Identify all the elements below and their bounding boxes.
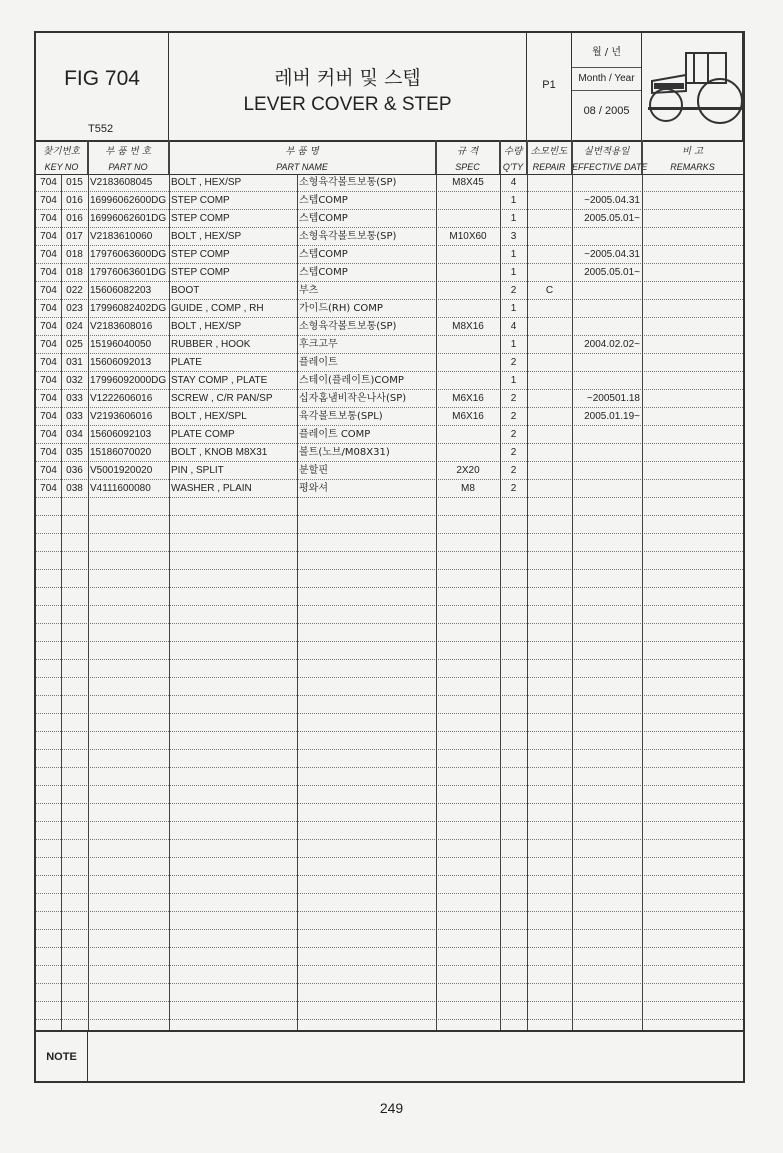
col-remarks-en: REMARKS (670, 162, 715, 172)
spec-cell (436, 264, 500, 282)
spec-cell: M8 (461, 483, 475, 494)
part-name-en-cell: PLATE COMP (171, 429, 235, 440)
effective-date-cell: ~200501.18 (586, 393, 640, 404)
qty-cell: 2 (510, 285, 517, 296)
qty-cell: 1 (510, 213, 517, 224)
part-name-en-cell: BOLT , HEX/SPL (171, 411, 247, 422)
table-row (36, 462, 743, 480)
spec-cell (436, 246, 500, 264)
table-row (36, 390, 743, 408)
key-no-cell: 018 (66, 267, 83, 278)
empty-table-row (36, 984, 743, 1002)
effective-date-cell (572, 426, 642, 444)
col-qty-ko: 수량 (503, 146, 523, 157)
col-spec-ko: 규 격 (456, 146, 479, 157)
repair-cell (527, 264, 572, 282)
qty-cell: 2 (510, 393, 517, 404)
fig-cell-value: 704 (40, 195, 57, 206)
key-no-cell: 022 (66, 285, 83, 296)
repair-cell (527, 480, 572, 498)
effective-date-cell (572, 300, 642, 318)
part-no-cell: 17996092000DG (90, 375, 167, 386)
empty-table-row (36, 498, 743, 516)
effective-date-cell (572, 282, 642, 300)
empty-table-row (36, 840, 743, 858)
empty-table-row (36, 1002, 743, 1020)
empty-table-row (36, 966, 743, 984)
part-no-cell: V2183608045 (90, 177, 153, 188)
repair-cell (527, 444, 572, 462)
col-part-name-ko: 부 품 명 (285, 146, 319, 157)
qty-cell: 2 (510, 483, 517, 494)
empty-table-row (36, 534, 743, 552)
repair-cell: C (545, 285, 554, 296)
spec-cell: M10X60 (449, 231, 487, 242)
part-no-cell: V5001920020 (90, 465, 153, 476)
col-repair-ko: 소모빈도 (530, 146, 568, 157)
key-no-cell: 016 (66, 195, 83, 206)
key-no-cell: 016 (66, 213, 83, 224)
repair-cell (527, 210, 572, 228)
fig-cell-value: 704 (40, 303, 57, 314)
repair-cell (527, 462, 572, 480)
effective-date-cell: 2004.02.02~ (584, 339, 640, 350)
table-row (36, 444, 743, 462)
empty-table-row (36, 894, 743, 912)
fig-cell (36, 33, 169, 140)
note-section (36, 1030, 743, 1083)
effective-date-cell (572, 354, 642, 372)
spec-cell (436, 336, 500, 354)
column-divider (642, 140, 643, 1030)
table-row (36, 318, 743, 336)
empty-table-row (36, 552, 743, 570)
qty-cell: 2 (510, 465, 517, 476)
spec-cell: M8X45 (452, 177, 484, 188)
part-name-ko-cell: 소형육각볼트보통(SP) (299, 321, 397, 332)
fig-label: FIG 704 (64, 67, 140, 90)
part-name-ko-cell: 후크고무 (299, 339, 338, 350)
key-no-cell: 023 (66, 303, 83, 314)
qty-cell: 1 (510, 375, 517, 386)
date-value: 08 / 2005 (583, 105, 630, 117)
effective-date-cell: 2005.05.01~ (584, 213, 640, 224)
part-name-en-cell: PIN , SPLIT (171, 465, 224, 476)
effective-date-cell (572, 480, 642, 498)
table-row (36, 174, 743, 192)
part-name-ko-cell: 평와셔 (299, 483, 328, 494)
repair-cell (527, 372, 572, 390)
effective-date-cell (572, 228, 642, 246)
repair-cell (527, 300, 572, 318)
spec-cell (436, 354, 500, 372)
effective-date-cell (572, 372, 642, 390)
fig-cell-value: 704 (40, 321, 57, 332)
table-row (36, 228, 743, 246)
col-part-no-en: PART NO (108, 162, 148, 172)
fig-cell-value: 704 (40, 267, 57, 278)
effective-date-cell (572, 318, 642, 336)
part-name-ko-cell: 육각볼트보통(SPL) (299, 411, 383, 422)
empty-table-row (36, 642, 743, 660)
repair-cell (527, 318, 572, 336)
sheet-header (36, 33, 743, 142)
fig-cell-value: 704 (40, 375, 57, 386)
column-divider (500, 140, 501, 1030)
fig-cell-value: 704 (40, 411, 57, 422)
part-name-en-cell: GUIDE , COMP , RH (171, 303, 264, 314)
spec-cell: M6X16 (452, 411, 484, 422)
effective-date-cell (572, 462, 642, 480)
fig-cell-value: 704 (40, 213, 57, 224)
fig-cell-value: 704 (40, 177, 57, 188)
tractor-icon (642, 33, 743, 140)
spec-cell: 2X20 (456, 465, 480, 476)
column-divider (527, 140, 528, 1030)
empty-table-row (36, 606, 743, 624)
col-qty-en: Q'TY (502, 162, 524, 172)
part-name-ko-cell: 스텝COMP (299, 267, 348, 278)
col-spec (436, 140, 500, 174)
column-divider (88, 140, 89, 1030)
effective-date-cell: ~2005.04.31 (584, 249, 640, 260)
repair-cell (527, 390, 572, 408)
col-spec-en: SPEC (455, 162, 480, 172)
part-name-en-cell: STEP COMP (171, 249, 230, 260)
fig-cell-value: 704 (40, 447, 57, 458)
effective-date-cell: ~2005.04.31 (584, 195, 640, 206)
col-part-name (169, 140, 436, 174)
col-repair (527, 140, 572, 174)
part-no-cell: 15606092013 (90, 357, 152, 368)
col-effective-date-ko: 실번적용일 (583, 146, 630, 157)
part-no-cell: 15606082203 (90, 285, 152, 296)
spec-cell (436, 444, 500, 462)
spec-cell (436, 210, 500, 228)
key-no-cell: 034 (66, 429, 83, 440)
repair-cell (527, 174, 572, 192)
qty-cell: 1 (510, 267, 517, 278)
empty-table-row (36, 750, 743, 768)
date-label-korean: 월 / 년 (591, 47, 622, 58)
spec-cell (436, 192, 500, 210)
part-no-cell: V2183608016 (90, 321, 153, 332)
spec-cell (436, 300, 500, 318)
repair-cell (527, 192, 572, 210)
part-name-ko-cell: 소형육각볼트보통(SP) (299, 231, 397, 242)
date-label-english: Month / Year (572, 67, 641, 91)
key-no-cell: 025 (66, 339, 83, 350)
column-divider (61, 174, 62, 1030)
col-remarks-ko: 비 고 (681, 146, 704, 157)
spec-cell (436, 282, 500, 300)
fig-cell-value: 704 (40, 393, 57, 404)
qty-cell: 1 (510, 249, 517, 260)
empty-table-row (36, 516, 743, 534)
col-repair-en: REPAIR (532, 162, 566, 172)
empty-table-row (36, 570, 743, 588)
effective-date-cell (572, 444, 642, 462)
part-no-cell: V1222606016 (90, 393, 153, 404)
column-divider (297, 174, 298, 1030)
col-part-no (88, 140, 169, 174)
part-name-en-cell: STEP COMP (171, 267, 230, 278)
fig-cell-value: 704 (40, 429, 57, 440)
fig-cell-value: 704 (40, 231, 57, 242)
key-no-cell: 024 (66, 321, 83, 332)
part-no-cell: V2193606016 (90, 411, 153, 422)
part-no-cell: V4111600080 (90, 483, 151, 494)
part-no-cell: 17976063600DG (90, 249, 167, 260)
part-name-en-cell: WASHER , PLAIN (171, 483, 252, 494)
col-remarks (642, 140, 743, 174)
key-no-cell: 033 (66, 393, 83, 404)
qty-cell: 4 (510, 177, 517, 188)
date-cell (572, 33, 642, 140)
empty-table-row (36, 678, 743, 696)
qty-cell: 3 (510, 231, 517, 242)
fig-cell-value: 704 (40, 339, 57, 350)
model-label: T552 (88, 123, 114, 135)
key-no-cell: 017 (66, 231, 83, 242)
column-headers (36, 140, 743, 175)
column-divider (169, 140, 170, 1030)
logo-cell (642, 33, 743, 140)
key-no-cell: 033 (66, 411, 83, 422)
spec-cell: M8X16 (452, 321, 484, 332)
title-cell (169, 33, 527, 140)
part-name-ko-cell: 스텝COMP (299, 249, 348, 260)
part-name-en-cell: BOLT , HEX/SP (171, 321, 242, 332)
fig-cell-value: 704 (40, 249, 57, 260)
part-no-cell: 16996062601DG (90, 213, 167, 224)
empty-table-row (36, 714, 743, 732)
part-name-en-cell: RUBBER , HOOK (171, 339, 251, 350)
part-no-cell: V2183610060 (90, 231, 153, 242)
col-effective-date-en: EFFECTIVE DATE (572, 162, 648, 172)
part-name-ko-cell: 부츠 (299, 285, 319, 296)
table-row (36, 246, 743, 264)
qty-cell: 1 (510, 339, 517, 350)
part-no-cell: 15196040050 (90, 339, 152, 350)
part-no-cell: 16996062600DG (90, 195, 167, 206)
table-row (36, 426, 743, 444)
table-row (36, 282, 743, 300)
page-label: P1 (542, 79, 556, 91)
table-row (36, 300, 743, 318)
col-key-no-en: KEY NO (44, 162, 79, 172)
col-key-no-ko: 찾기번호 (43, 146, 80, 157)
part-no-cell: 15186070020 (90, 447, 152, 458)
key-no-cell: 018 (66, 249, 83, 260)
qty-cell: 1 (510, 303, 517, 314)
part-name-ko-cell: 볼트(노브/M08X31) (299, 447, 390, 458)
empty-table-row (36, 930, 743, 948)
col-qty (500, 140, 527, 174)
empty-table-row (36, 624, 743, 642)
column-divider (436, 140, 437, 1030)
col-key-no (36, 140, 88, 174)
empty-table-row (36, 660, 743, 678)
effective-date-cell (572, 174, 642, 192)
fig-cell-value: 704 (40, 465, 57, 476)
part-name-en-cell: BOLT , HEX/SP (171, 177, 242, 188)
part-name-ko-cell: 스텝COMP (299, 213, 348, 224)
empty-table-row (36, 948, 743, 966)
part-name-en-cell: SCREW , C/R PAN/SP (171, 393, 273, 404)
part-name-ko-cell: 가이드(RH) COMP (299, 303, 383, 314)
fig-cell-value: 704 (40, 357, 57, 368)
table-row (36, 354, 743, 372)
table-row (36, 192, 743, 210)
part-name-ko-cell: 플레이트 COMP (299, 429, 371, 440)
table-row (36, 264, 743, 282)
fig-cell-value: 704 (40, 483, 57, 494)
qty-cell: 1 (510, 195, 517, 206)
repair-cell (527, 426, 572, 444)
parts-sheet (34, 31, 745, 1083)
effective-date-cell: 2005.05.01~ (584, 267, 640, 278)
col-effective-date (572, 140, 648, 174)
qty-cell: 2 (510, 447, 517, 458)
part-name-en-cell: STAY COMP , PLATE (171, 375, 268, 386)
spec-cell (436, 372, 500, 390)
empty-table-row (36, 822, 743, 840)
table-row (36, 336, 743, 354)
table-row (36, 480, 743, 498)
table-row (36, 372, 743, 390)
part-no-cell: 17976063601DG (90, 267, 167, 278)
fig-cell-value: 704 (40, 285, 57, 296)
repair-cell (527, 354, 572, 372)
empty-table-row (36, 588, 743, 606)
empty-table-row (36, 786, 743, 804)
title-korean: 레버 커버 및 스텝 (274, 67, 421, 89)
part-name-ko-cell: 십자홈냄비작은나사(SP) (299, 393, 407, 404)
part-name-ko-cell: 플레이트 (299, 357, 338, 368)
note-label: NOTE (36, 1032, 88, 1083)
table-row (36, 408, 743, 426)
column-divider (572, 140, 573, 1030)
part-no-cell: 17996082402DG (90, 303, 167, 314)
part-name-en-cell: BOLT , HEX/SP (171, 231, 242, 242)
qty-cell: 2 (510, 411, 517, 422)
part-name-ko-cell: 분할핀 (299, 465, 328, 476)
spec-cell: M6X16 (452, 393, 484, 404)
part-name-ko-cell: 소형육각볼트보통(SP) (299, 177, 397, 188)
part-name-en-cell: BOLT , KNOB M8X31 (171, 447, 268, 458)
repair-cell (527, 408, 572, 426)
spec-cell (436, 426, 500, 444)
qty-cell: 2 (510, 429, 517, 440)
effective-date-cell: 2005.01.19~ (584, 411, 640, 422)
empty-table-row (36, 804, 743, 822)
repair-cell (527, 228, 572, 246)
key-no-cell: 038 (66, 483, 83, 494)
title-english: LEVER COVER & STEP (243, 94, 452, 115)
part-name-en-cell: PLATE (171, 357, 202, 368)
empty-table-row (36, 876, 743, 894)
part-no-cell: 15606092103 (90, 429, 152, 440)
qty-cell: 4 (510, 321, 517, 332)
key-no-cell: 015 (66, 177, 83, 188)
part-name-en-cell: BOOT (171, 285, 200, 296)
part-name-en-cell: STEP COMP (171, 195, 230, 206)
col-part-name-en: PART NAME (276, 162, 328, 172)
empty-table-row (36, 696, 743, 714)
qty-cell: 2 (510, 357, 517, 368)
repair-cell (527, 336, 572, 354)
part-name-ko-cell: 스테이(플레이트)COMP (299, 375, 404, 386)
key-no-cell: 035 (66, 447, 83, 458)
empty-table-row (36, 732, 743, 750)
part-name-ko-cell: 스텝COMP (299, 195, 348, 206)
empty-table-row (36, 858, 743, 876)
table-row (36, 210, 743, 228)
key-no-cell: 032 (66, 375, 83, 386)
key-no-cell: 031 (66, 357, 83, 368)
page-cell (527, 33, 572, 140)
empty-table-row (36, 768, 743, 786)
part-name-en-cell: STEP COMP (171, 213, 230, 224)
repair-cell (527, 246, 572, 264)
col-part-no-ko: 부 품 번 호 (105, 146, 151, 157)
empty-table-row (36, 912, 743, 930)
page-number: 249 (379, 1100, 404, 1116)
key-no-cell: 036 (66, 465, 83, 476)
